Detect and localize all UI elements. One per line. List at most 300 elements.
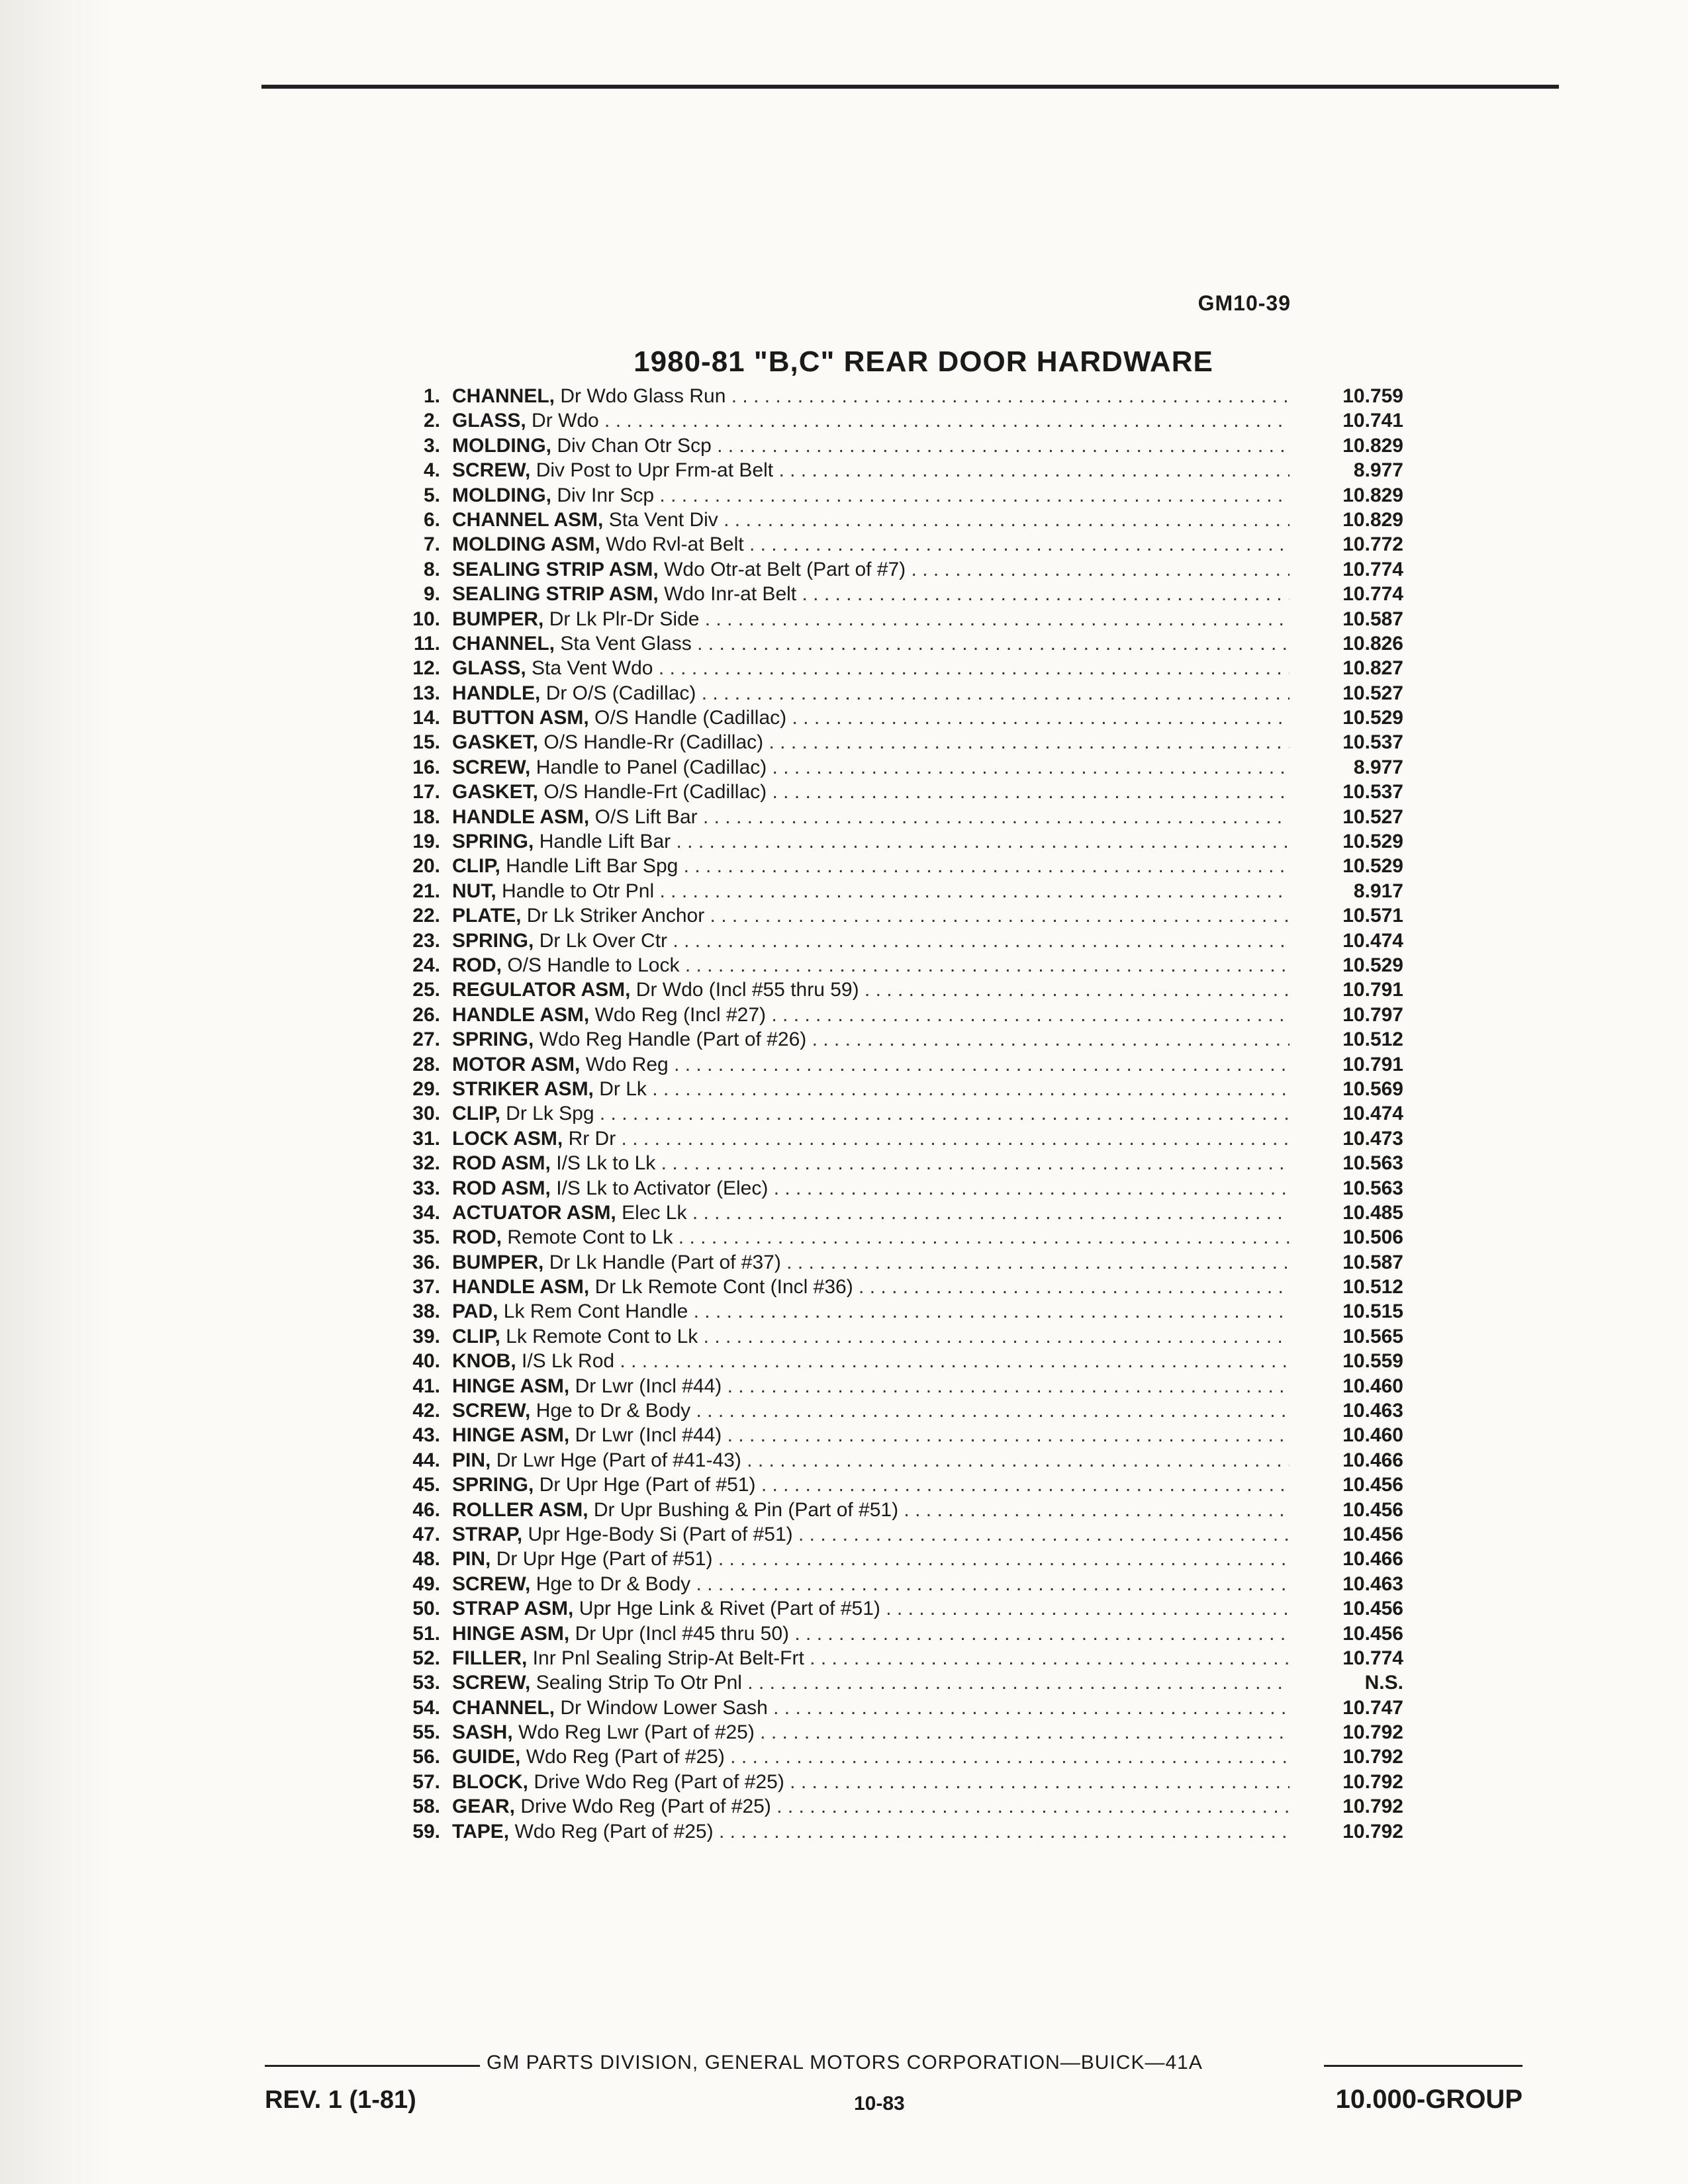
page-title: 1980-81 "B,C" REAR DOOR HARDWARE xyxy=(633,345,1213,378)
part-number: 25. xyxy=(412,979,440,1001)
part-group-ref: 10.456 xyxy=(1342,1474,1403,1496)
part-number: 42. xyxy=(412,1400,440,1422)
part-name: ROD ASM, xyxy=(452,1152,551,1175)
part-group-ref: 10.537 xyxy=(1342,731,1403,754)
part-group-ref: N.S. xyxy=(1364,1672,1403,1694)
part-name: SPRING, xyxy=(452,929,534,952)
part-row xyxy=(397,1201,1403,1225)
part-number: 47. xyxy=(412,1523,440,1545)
part-description xyxy=(452,656,1289,680)
part-description xyxy=(452,1621,1289,1646)
group-label: 10.000-GROUP xyxy=(1335,2085,1523,2114)
part-description xyxy=(452,1349,1289,1373)
part-group-ref: 8.977 xyxy=(1353,756,1403,778)
part-number: 16. xyxy=(412,756,440,778)
part-description xyxy=(452,755,1289,780)
part-number: 6. xyxy=(423,508,440,531)
part-detail: O/S Handle (Cadillac) xyxy=(594,707,787,729)
revision-label: REV. 1 (1-81) xyxy=(265,2086,416,2114)
part-row xyxy=(397,1225,1403,1250)
part-detail: Inr Pnl Sealing Strip-At Belt-Frt xyxy=(532,1647,804,1669)
part-name: MOLDING, xyxy=(452,434,551,457)
part-number: 51. xyxy=(412,1622,440,1645)
part-number: 41. xyxy=(412,1375,440,1397)
part-row xyxy=(397,1794,1403,1819)
part-description xyxy=(452,1670,1289,1695)
part-detail: Dr Lk xyxy=(599,1077,647,1100)
part-group-ref: 10.829 xyxy=(1342,434,1403,457)
part-name: ACTUATOR ASM, xyxy=(452,1201,616,1224)
part-group-ref: 10.515 xyxy=(1342,1300,1403,1323)
part-description xyxy=(452,681,1289,705)
part-detail: I/S Lk Rod xyxy=(522,1350,615,1373)
part-group-ref: 10.537 xyxy=(1342,781,1403,803)
part-group-ref: 10.529 xyxy=(1342,707,1403,729)
part-number: 39. xyxy=(412,1325,440,1347)
footer xyxy=(265,2052,1562,2131)
part-row xyxy=(397,978,1403,1002)
part-description xyxy=(452,730,1289,754)
part-name: SPRING, xyxy=(452,831,534,853)
part-row xyxy=(397,483,1403,508)
part-row xyxy=(397,1176,1403,1201)
part-description xyxy=(452,1696,1289,1720)
part-name: SCREW, xyxy=(452,756,531,778)
part-group-ref: 10.456 xyxy=(1342,1622,1403,1645)
part-group-ref: 10.460 xyxy=(1342,1375,1403,1397)
part-row xyxy=(397,1299,1403,1324)
part-name: GLASS, xyxy=(452,657,526,680)
part-name: STRIKER ASM, xyxy=(452,1077,594,1100)
part-group-ref: 10.474 xyxy=(1342,929,1403,952)
part-description xyxy=(452,1324,1289,1349)
part-name: CLIP, xyxy=(452,855,500,878)
part-name: PIN, xyxy=(452,1548,491,1570)
part-row xyxy=(397,1151,1403,1175)
part-detail: Wdo Otr-at Belt (Part of #7) xyxy=(664,558,906,580)
part-description xyxy=(452,433,1289,458)
part-detail: Div Post to Upr Frm-at Belt xyxy=(536,459,774,482)
part-number: 19. xyxy=(412,831,440,853)
part-description xyxy=(452,929,1289,953)
scan-edge-shading xyxy=(0,0,113,2184)
part-number: 30. xyxy=(412,1103,440,1125)
part-row xyxy=(397,433,1403,458)
part-group-ref: 10.571 xyxy=(1342,905,1403,927)
part-row xyxy=(397,532,1403,557)
part-description xyxy=(452,1448,1289,1473)
part-detail: Dr Lk Remote Cont (Incl #36) xyxy=(594,1276,853,1298)
part-number: 56. xyxy=(412,1746,440,1768)
part-description xyxy=(452,705,1289,730)
part-detail: Wdo Rvl-at Belt xyxy=(606,533,744,556)
part-group-ref: 10.559 xyxy=(1342,1350,1403,1373)
part-detail: Dr Upr Hge (Part of #51) xyxy=(539,1474,756,1496)
part-row xyxy=(397,1547,1403,1571)
part-number: 13. xyxy=(412,682,440,704)
part-row xyxy=(397,458,1403,482)
part-description xyxy=(452,1819,1289,1844)
part-row xyxy=(397,607,1403,631)
part-description xyxy=(452,1052,1289,1077)
part-row xyxy=(397,631,1403,656)
part-detail: Dr Lwr Hge (Part of #41-43) xyxy=(496,1449,741,1471)
part-number: 12. xyxy=(412,657,440,680)
part-number: 14. xyxy=(412,707,440,729)
part-detail: Handle Lift Bar Spg xyxy=(506,855,679,878)
part-name: NUT, xyxy=(452,880,496,902)
part-number: 46. xyxy=(412,1498,440,1521)
part-row xyxy=(397,1572,1403,1596)
part-group-ref: 10.463 xyxy=(1342,1400,1403,1422)
part-row xyxy=(397,1646,1403,1670)
part-group-ref: 10.474 xyxy=(1342,1103,1403,1125)
part-row xyxy=(397,1398,1403,1423)
part-row xyxy=(397,384,1403,408)
part-detail: Dr Window Lower Sash xyxy=(560,1696,768,1719)
part-group-ref: 10.565 xyxy=(1342,1325,1403,1347)
part-number: 55. xyxy=(412,1721,440,1744)
part-detail: Dr Lk Plr-Dr Side xyxy=(549,608,700,630)
part-name: CHANNEL, xyxy=(452,1696,555,1719)
part-detail: Wdo Reg (Part of #25) xyxy=(514,1820,714,1843)
part-number: 54. xyxy=(412,1696,440,1719)
part-group-ref: 10.791 xyxy=(1342,1053,1403,1075)
part-description xyxy=(452,557,1289,582)
part-number: 57. xyxy=(412,1770,440,1793)
part-description xyxy=(452,532,1289,557)
part-name: GUIDE, xyxy=(452,1746,521,1768)
part-row xyxy=(397,1522,1403,1547)
part-description xyxy=(452,607,1289,631)
part-detail: Dr Lwr (Incl #44) xyxy=(575,1424,722,1447)
part-name: SCREW, xyxy=(452,1400,531,1422)
part-description xyxy=(452,780,1289,804)
part-number: 15. xyxy=(412,731,440,754)
part-group-ref: 10.829 xyxy=(1342,508,1403,531)
page-number: 10-83 xyxy=(854,2093,905,2115)
part-detail: Rr Dr xyxy=(568,1127,616,1150)
part-description xyxy=(452,582,1289,606)
part-number: 5. xyxy=(423,484,440,506)
part-name: HINGE ASM, xyxy=(452,1375,570,1397)
part-name: BUMPER, xyxy=(452,1251,544,1273)
part-number: 1. xyxy=(423,385,440,407)
part-row xyxy=(397,829,1403,854)
part-name: SCREW, xyxy=(452,1572,531,1595)
part-row xyxy=(397,1349,1403,1373)
part-name: CHANNEL ASM, xyxy=(452,508,604,531)
part-detail: Dr Upr (Incl #45 thru 50) xyxy=(575,1622,790,1645)
part-name: CLIP, xyxy=(452,1103,500,1125)
part-description xyxy=(452,805,1289,829)
part-row xyxy=(397,1720,1403,1745)
part-name: MOTOR ASM, xyxy=(452,1053,581,1075)
part-group-ref: 10.587 xyxy=(1342,608,1403,630)
part-name: SEALING STRIP ASM, xyxy=(452,558,659,580)
part-name: HANDLE ASM, xyxy=(452,1003,590,1026)
part-name: ROD, xyxy=(452,1226,502,1249)
part-description xyxy=(452,1077,1289,1101)
part-group-ref: 10.456 xyxy=(1342,1523,1403,1545)
part-number: 10. xyxy=(412,608,440,630)
part-number: 31. xyxy=(412,1127,440,1150)
part-row xyxy=(397,1324,1403,1349)
part-number: 20. xyxy=(412,855,440,878)
part-detail: I/S Lk to Activator (Elec) xyxy=(556,1177,769,1199)
part-row xyxy=(397,1670,1403,1695)
part-name: HINGE ASM, xyxy=(452,1622,570,1645)
part-group-ref: 8.917 xyxy=(1353,880,1403,902)
part-description xyxy=(452,1646,1289,1670)
part-name: SASH, xyxy=(452,1721,513,1744)
part-name: GLASS, xyxy=(452,410,526,432)
part-description xyxy=(452,508,1289,532)
part-number: 26. xyxy=(412,1003,440,1026)
part-description xyxy=(452,1126,1289,1151)
part-detail: Dr Lk Over Ctr xyxy=(539,929,668,952)
part-row xyxy=(397,1596,1403,1621)
part-description xyxy=(452,384,1289,408)
part-group-ref: 10.792 xyxy=(1342,1820,1403,1843)
part-row xyxy=(397,1473,1403,1497)
part-group-ref: 10.529 xyxy=(1342,954,1403,976)
part-row xyxy=(397,903,1403,928)
part-group-ref: 10.466 xyxy=(1342,1548,1403,1570)
part-number: 28. xyxy=(412,1053,440,1075)
part-row xyxy=(397,929,1403,953)
part-name: PLATE, xyxy=(452,905,522,927)
part-group-ref: 10.473 xyxy=(1342,1127,1403,1150)
part-row xyxy=(397,730,1403,754)
part-detail: O/S Lift Bar xyxy=(594,805,698,828)
part-row xyxy=(397,755,1403,780)
part-number: 36. xyxy=(412,1251,440,1273)
part-row xyxy=(397,1621,1403,1646)
part-number: 2. xyxy=(423,410,440,432)
part-detail: Upr Hge Link & Rivet (Part of #51) xyxy=(579,1598,880,1620)
part-name: LOCK ASM, xyxy=(452,1127,563,1150)
part-description xyxy=(452,1423,1289,1447)
part-description xyxy=(452,1176,1289,1201)
part-group-ref: 10.512 xyxy=(1342,1028,1403,1051)
part-description xyxy=(452,854,1289,878)
part-description xyxy=(452,1151,1289,1175)
part-group-ref: 10.772 xyxy=(1342,533,1403,556)
part-number: 33. xyxy=(412,1177,440,1199)
part-detail: Div Inr Scp xyxy=(557,484,655,506)
part-description xyxy=(452,1275,1289,1299)
part-detail: Dr Upr Bushing & Pin (Part of #51) xyxy=(593,1498,899,1521)
part-name: BUTTON ASM, xyxy=(452,707,589,729)
part-number: 38. xyxy=(412,1300,440,1323)
part-number: 4. xyxy=(423,459,440,482)
part-name: HINGE ASM, xyxy=(452,1424,570,1447)
part-detail: Wdo Reg (Incl #27) xyxy=(594,1003,767,1026)
part-group-ref: 10.747 xyxy=(1342,1696,1403,1719)
part-detail: Handle Lift Bar xyxy=(539,831,671,853)
part-detail: Wdo Inr-at Belt xyxy=(664,583,797,606)
part-row xyxy=(397,1003,1403,1027)
part-number: 24. xyxy=(412,954,440,976)
part-group-ref: 10.792 xyxy=(1342,1770,1403,1793)
part-detail: Drive Wdo Reg (Part of #25) xyxy=(520,1796,771,1818)
part-detail: Lk Remote Cont to Lk xyxy=(506,1325,698,1347)
part-row xyxy=(397,1052,1403,1077)
part-detail: Hge to Dr & Body xyxy=(536,1400,691,1422)
part-group-ref: 10.774 xyxy=(1342,1647,1403,1669)
part-detail: Sta Vent Wdo xyxy=(532,657,653,680)
part-number: 34. xyxy=(412,1201,440,1224)
part-row xyxy=(397,1498,1403,1522)
part-description xyxy=(452,1770,1289,1794)
part-name: CHANNEL, xyxy=(452,632,555,655)
part-row xyxy=(397,1027,1403,1052)
part-detail: Dr Wdo xyxy=(532,410,599,432)
part-number: 45. xyxy=(412,1474,440,1496)
part-description xyxy=(452,978,1289,1002)
part-number: 40. xyxy=(412,1350,440,1373)
part-number: 7. xyxy=(423,533,440,556)
part-row xyxy=(397,1745,1403,1769)
part-row xyxy=(397,705,1403,730)
part-number: 49. xyxy=(412,1572,440,1595)
part-name: HANDLE ASM, xyxy=(452,805,590,828)
part-name: BLOCK, xyxy=(452,1770,528,1793)
part-row xyxy=(397,582,1403,606)
part-name: STRAP, xyxy=(452,1523,523,1545)
part-row xyxy=(397,1423,1403,1447)
part-group-ref: 10.485 xyxy=(1342,1201,1403,1224)
part-name: FILLER, xyxy=(452,1647,528,1669)
part-group-ref: 10.774 xyxy=(1342,558,1403,580)
part-row xyxy=(397,1448,1403,1473)
part-description xyxy=(452,1522,1289,1547)
part-row xyxy=(397,1250,1403,1275)
part-number: 58. xyxy=(412,1796,440,1818)
part-row xyxy=(397,805,1403,829)
part-group-ref: 10.827 xyxy=(1342,657,1403,680)
part-name: ROLLER ASM, xyxy=(452,1498,588,1521)
part-detail: Dr Wdo (Incl #55 thru 59) xyxy=(635,979,859,1001)
part-group-ref: 10.529 xyxy=(1342,831,1403,853)
part-detail: O/S Handle-Rr (Cadillac) xyxy=(543,731,764,754)
footer-rule-left xyxy=(265,2065,480,2067)
part-number: 32. xyxy=(412,1152,440,1175)
part-row xyxy=(397,1077,1403,1101)
part-description xyxy=(452,1250,1289,1275)
part-name: HANDLE ASM, xyxy=(452,1276,590,1298)
part-group-ref: 10.506 xyxy=(1342,1226,1403,1249)
part-detail: Upr Hge-Body Si (Part of #51) xyxy=(528,1523,793,1545)
part-detail: Sealing Strip To Otr Pnl xyxy=(536,1672,742,1694)
part-row xyxy=(397,953,1403,978)
part-group-ref: 10.456 xyxy=(1342,1598,1403,1620)
part-group-ref: 10.456 xyxy=(1342,1498,1403,1521)
part-number: 9. xyxy=(423,583,440,606)
part-description xyxy=(452,1572,1289,1596)
part-name: MOLDING ASM, xyxy=(452,533,600,556)
part-detail: Sta Vent Div xyxy=(608,508,718,531)
part-detail: I/S Lk to Lk xyxy=(556,1152,656,1175)
part-number: 48. xyxy=(412,1548,440,1570)
part-name: SEALING STRIP ASM, xyxy=(452,583,659,606)
part-detail: Hge to Dr & Body xyxy=(536,1572,691,1595)
part-number: 43. xyxy=(412,1424,440,1447)
part-name: KNOB, xyxy=(452,1350,516,1373)
part-description xyxy=(452,1374,1289,1398)
part-group-ref: 10.460 xyxy=(1342,1424,1403,1447)
part-number: 23. xyxy=(412,929,440,952)
part-description xyxy=(452,1498,1289,1522)
part-row xyxy=(397,854,1403,878)
part-group-ref: 10.527 xyxy=(1342,805,1403,828)
part-row xyxy=(397,656,1403,680)
page-code: GM10-39 xyxy=(1197,291,1291,315)
part-description xyxy=(452,1101,1289,1126)
part-group-ref: 10.463 xyxy=(1342,1572,1403,1595)
part-number: 35. xyxy=(412,1226,440,1249)
part-group-ref: 10.797 xyxy=(1342,1003,1403,1026)
part-description xyxy=(452,1003,1289,1027)
part-group-ref: 10.741 xyxy=(1342,410,1403,432)
part-detail: O/S Handle to Lock xyxy=(507,954,680,976)
part-detail: Dr Lwr (Incl #44) xyxy=(575,1375,722,1397)
part-number: 29. xyxy=(412,1077,440,1100)
part-detail: Remote Cont to Lk xyxy=(507,1226,673,1249)
part-detail: Dr Lk Spg xyxy=(506,1103,594,1125)
part-detail: Dr Wdo Glass Run xyxy=(560,385,726,407)
part-number: 8. xyxy=(423,558,440,580)
part-group-ref: 10.826 xyxy=(1342,632,1403,655)
part-number: 27. xyxy=(412,1028,440,1051)
part-description xyxy=(452,1027,1289,1052)
part-row xyxy=(397,1275,1403,1299)
part-name: GEAR, xyxy=(452,1796,516,1818)
part-description xyxy=(452,1794,1289,1819)
part-number: 44. xyxy=(412,1449,440,1471)
part-detail: Handle to Otr Pnl xyxy=(502,880,655,902)
part-row xyxy=(397,879,1403,903)
part-detail: Wdo Reg Lwr (Part of #25) xyxy=(518,1721,755,1744)
part-description xyxy=(452,631,1289,656)
part-group-ref: 10.759 xyxy=(1342,385,1403,407)
part-description xyxy=(452,829,1289,854)
part-group-ref: 10.563 xyxy=(1342,1152,1403,1175)
part-detail: Drive Wdo Reg (Part of #25) xyxy=(534,1770,784,1793)
part-description xyxy=(452,1299,1289,1324)
part-name: CHANNEL, xyxy=(452,385,555,407)
part-name: PIN, xyxy=(452,1449,491,1471)
part-number: 22. xyxy=(412,905,440,927)
top-rule xyxy=(261,85,1559,89)
part-detail: Wdo Reg Handle (Part of #26) xyxy=(539,1028,807,1051)
part-group-ref: 10.791 xyxy=(1342,979,1403,1001)
part-group-ref: 10.466 xyxy=(1342,1449,1403,1471)
part-description xyxy=(452,1745,1289,1769)
part-group-ref: 10.774 xyxy=(1342,583,1403,606)
part-detail: Handle to Panel (Cadillac) xyxy=(536,756,767,778)
part-group-ref: 10.792 xyxy=(1342,1796,1403,1818)
part-group-ref: 10.527 xyxy=(1342,682,1403,704)
part-name: MOLDING, xyxy=(452,484,551,506)
part-name: REGULATOR ASM, xyxy=(452,979,631,1001)
part-number: 21. xyxy=(412,880,440,902)
part-number: 17. xyxy=(412,781,440,803)
part-description xyxy=(452,1473,1289,1497)
part-row xyxy=(397,1101,1403,1126)
part-name: SCREW, xyxy=(452,459,531,482)
